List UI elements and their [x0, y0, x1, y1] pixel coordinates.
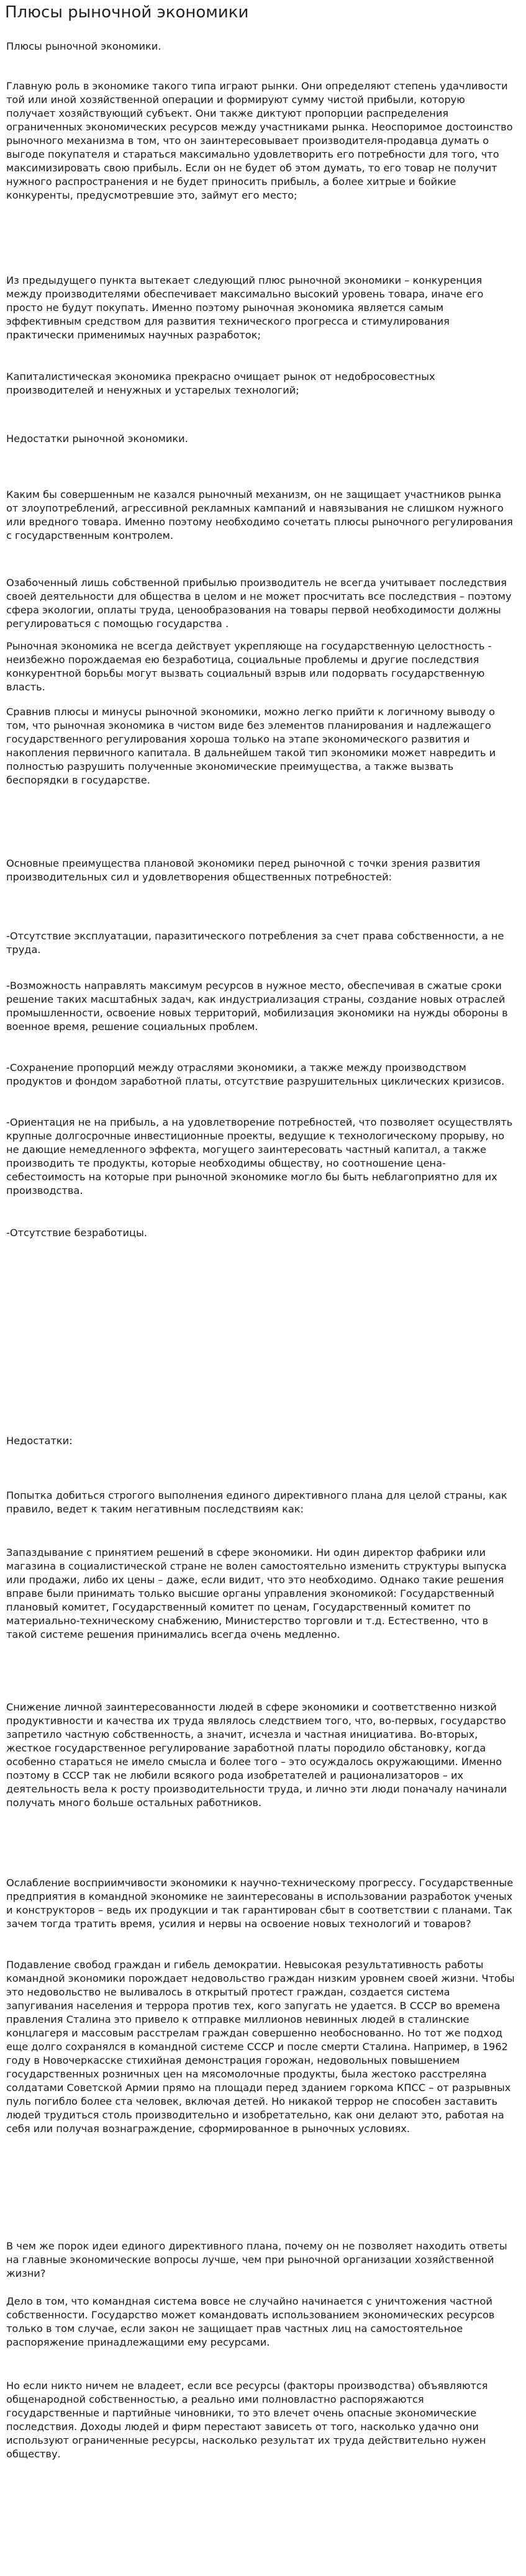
paragraph: Каким бы совершенным не казался рыночный механизм, он не защищает участников рынка от злоупотреблений, агрессивной рекламных кампаний и навязывания не слишком нужного или вредного товара. Именно поэтому необходимо сочетать плюсы рыночного регулирования с государственным контролем.: [6, 489, 513, 541]
list-item: -Ориентация не на прибыль, а на удовлетворение потребностей, что позволяет осуществлять крупные долгосрочные инвестиционные проекты, ведущие к технологическому прорыву, но не дающие немедленного эффекта, могущего заинтересовать частный капитал, а также производить те продукты, которые необходимы обществу, но соотношение цена-себестоимость на которые при рыночной экономике могло бы быть неблагоприятно для их производства.: [6, 1116, 513, 1196]
list-item: -Отсутствие эксплуатации, паразитического потребления за счет права собственности, а не труда.: [6, 930, 504, 956]
paragraph: В чем же порок идеи единого директивного плана, почему он не позволяет находить ответы на главные экономические вопросы лучше, чем при рыночной организации хозяйственной жизни?: [6, 2240, 507, 2279]
list-item: -Сохранение пропорций между отраслями экономики, а также между производством продуктов и фондом заработной платы, отсутствие разрушительных циклических кризисов.: [6, 1062, 505, 1087]
paragraph: Рыночная экономика не всегда действует укрепляюще на государственную целостность - неизбежно порождаемая ею безработица, социальные проблемы и другие последствия конкурентной борьбы могут вызвать социальный взрыв или подорвать государственную власть.: [6, 640, 492, 693]
paragraph: Плюсы рыночной экономики.: [6, 40, 161, 52]
paragraph: Озабоченный лишь собственной прибылью производитель не всегда учитывает последствия своей деятельности для общества в целом и не может просчитать все последствия – поэтому сфера экологии, оплаты труда, ценообразования на товары первой необходимости должны регулироваться с помощью государства .: [6, 577, 512, 630]
paragraph: Главную роль в экономике такого типа играют рынки. Они определяют степень удачливости той или иной хозяйственной операции и формируют сумму чистой прибыли, которую получает хозяйствующий субъект. Они также диктуют пропорции распределения ограниченных экономических ресурсов между участниками рынка. Неоспоримое достоинство рыночного механизма в том, что он заинтересовывает производителя-продавца думать о выгоде покупателя и стараться максимально удовлетворить его потребности для того, что максимизировать свою прибыль. Если он не будет об этом думать, то его товар не получит нужного распространения и не будет приносить прибыль, а более хитрые и бойкие конкуренты, предусмотревшие это, займут его место;: [6, 80, 513, 201]
paragraph: Дело в том, что командная система вовсе не случайно начинается с уничтожения частной собственности. Государство может командовать использованием экономических ресурсов только в том случае, если закон не защищает прав частных лиц на самостоятельное распоряжение принадлежащими ему ресурсами.: [6, 2295, 495, 2348]
section-heading: Основные преимущества плановой экономики перед рыночной с точки зрения развития производительных сил и удовлетворения общественных потребностей:: [6, 857, 481, 883]
list-item: -Отсутствие безработицы.: [6, 1227, 147, 1239]
page-title: Плюсы рыночной экономики: [5, 3, 249, 22]
paragraph: Запаздывание с принятием решений в сфере экономики. Ни один директор фабрики или магазина в социалистической стране не волен самостоятельно изменить структуры выпуска или продажи, либо их цены – даже, если видит, что это необходимо. Однако такие решения вправе были принимать только высшие органы управления экономикой: Государственный плановый комитет, Государственный комитет по ценам, Государственный комитет по материально-техническому снабжению, Министерство торговли и т.д. Естественно, что в такой системе решения принимались всегда очень медленно.: [6, 1547, 507, 1640]
paragraph: Капиталистическая экономика прекрасно очищает рынок от недобросовестных производителей и ненужных и устарелых технологий;: [6, 371, 435, 396]
paragraph: Из предыдущего пункта вытекает следующий плюс рыночной экономики – конкуренция между производителями обеспечивает максимально высокий уровень товара, иначе его просто не будут покупать. Именно поэтому рыночная экономика является самым эффективным средством для развития технического прогресса и стимулирования практически применимых научных разработок;: [6, 274, 484, 341]
paragraph: Ослабление восприимчивости экономики к научно-техническому прогрессу. Государственные предприятия в командной экономике не заинтересованы в использовании разработок ученых и конструкторов – ведь их продукции и так гарантирован сбыт в соответствии с планами. Так зачем тогда тратить время, усилия и нервы на освоение новых технологий и товаров?: [6, 1877, 514, 1930]
section-heading: Недостатки рыночной экономики.: [6, 433, 188, 445]
list-item: -Возможность направлять максимум ресурсов в нужное место, обеспечивая в сжатые сроки решение таких масштабных задач, как индустриализация страны, создание новых отраслей промышленности, освоение новых территорий, мобилизация экономики на нужды обороны в военное время, решение социальных проблем.: [6, 980, 508, 1033]
paragraph: Подавление свобод граждан и гибель демократии. Невысокая результативность работы командной экономики порождает недовольство граждан низким уровнем своей жизни. Чтобы это недовольство не выливалось в открытый протест граждан, создается система запугивания населения и террора против тех, кого запугать не удается. В СССР во времена правления Сталина это привело к отправке миллионов невинных людей в сталинские концлагеря и массовым расстрелам граждан совершенно необоснованно. Но тот же подход еще долго сохранялся в командной системе СССР и после смерти Сталина. Например, в 1962 году в Новочеркасске стихийная демонстрация горожан, недовольных повышением государственных розничных цен на мясомолочные продукты, была жестоко расстреляна солдатами Советской Армии прямо на площади перед зданием горкома КПСС – от разрывных пуль погибло более ста человек, включая детей. Но никакой террор не способен заставить людей трудиться столь производительно и изобретательно, как они делают это, работая на себя или получая вознаграждение, сформированное в рыночных условиях.: [6, 1959, 515, 2135]
paragraph: Попытка добиться строгого выполнения единого директивного плана для целой страны, как правило, ведет к таким негативным последствиям как:: [6, 1489, 507, 1515]
paragraph: Снижение личной заинтересованности людей в сфере экономики и соответственно низкой продуктивности и качества их труда являлось следствием того, что, во-первых, государство запретило частную собственность, а значит, исчезла и частная инициатива. Во-вторых, жесткое государственное регулирование заработной платы породило обстановку, когда особенно стараться не имело смысла и более того – это осуждалось окружающими. Именно поэтому в СССР так не любили всякого рода изобретателей и рационализаторов – их деятельность вела к росту производительности труда, и лично эти люди поначалу начинали получать много больше остальных работников.: [6, 1701, 507, 1809]
section-heading: Недостатки:: [6, 1435, 73, 1447]
paragraph: Сравнив плюсы и минусы рыночной экономики, можно легко прийти к логичному выводу о том, что рыночная экономика в чистом виде без элементов планирования и надлежащего государственного регулирования хороша только на этапе экономического развития и накопления первичного капитала. В дальнейшем такой тип экономики может навредить и полностью разрушить полученные экономические преимущества, а также вызвать беспорядки в государстве.: [6, 706, 496, 786]
paragraph: Но если никто ничем не владеет, если все ресурсы (факторы производства) объявляются общенародной собственностью, а реально ими полновластно распоряжаются государственные и партийные чиновники, то это влечет очень опасные экономические последствия. Доходы людей и фирм перестают зависеть от того, насколько удачно они используют ограниченные ресурсы, насколько результат их труда действительно нужен обществу.: [6, 2380, 488, 2460]
